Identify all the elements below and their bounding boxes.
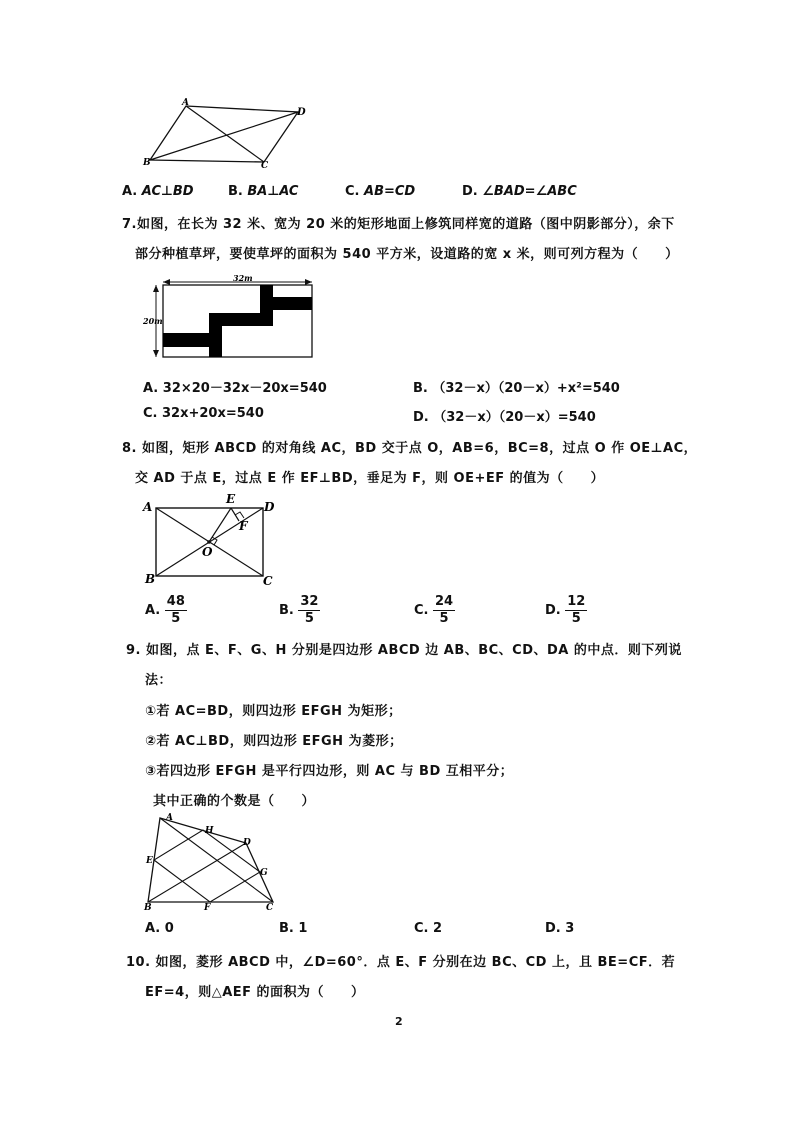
q9-label-h: H xyxy=(205,826,214,836)
q9-label-e: E xyxy=(146,856,153,866)
q8-label-a: A xyxy=(143,500,153,514)
q8-label-f: F xyxy=(239,519,248,533)
q8-label-c: C xyxy=(263,574,273,588)
q8-option-c: C. $\frac{24}{5}$ xyxy=(414,594,454,626)
q9-label-c: C xyxy=(266,903,274,912)
q8-label-o: O xyxy=(202,545,213,559)
q8-label-e: E xyxy=(226,492,236,506)
q6-option-c: C. AB=CD xyxy=(345,184,416,199)
q7-dim-height: 20m xyxy=(143,316,163,326)
q7-road-figure xyxy=(140,272,320,364)
page-number: 2 xyxy=(395,1015,403,1028)
q9-label-f: F xyxy=(204,903,211,912)
q9-statement-3: ③若四边形 EFGH 是平行四边形，则 AC 与 BD 互相平分； xyxy=(145,764,514,779)
q6-parallelogram-figure xyxy=(140,95,315,170)
q8-option-a: A. $\frac{48}{5}$ xyxy=(145,594,185,626)
q6-label-b: B xyxy=(143,158,151,168)
q10-stem-line1: 10. 如图，菱形 ABCD 中，∠D=60°．点 E、F 分别在边 BC、CD 上，且 BE=CF．若 xyxy=(126,955,676,970)
q7-dim-width: 32m xyxy=(233,273,253,283)
q6-label-a: A xyxy=(182,98,189,108)
q7-option-c: C. 32x+20x=540 xyxy=(143,406,264,421)
q7-stem-line1: 7.如图，在长为 32 米、宽为 20 米的矩形地面上修筑同样宽的道路（图中阴影部分），余下 xyxy=(122,217,675,232)
q9-option-c: C. 2 xyxy=(414,921,443,936)
q8-rectangle-figure xyxy=(140,490,290,590)
q9-label-d: D xyxy=(243,838,251,848)
q9-option-a: A. 0 xyxy=(145,921,174,936)
q6-option-b: B. BA⊥AC xyxy=(228,184,299,199)
q8-stem-line2: 交 AD 于点 E，过点 E 作 EF⊥BD，垂足为 F，则 OE+EF 的值为（ ） xyxy=(135,471,605,486)
q10-stem-line2: EF=4，则△AEF 的面积为（ ） xyxy=(145,985,365,1000)
q7-stem-line2: 部分种植草坪，要使草坪的面积为 540 平方米，设道路的宽 x 米，则可列方程为（ ） xyxy=(135,247,679,262)
q9-statement-2: ②若 AC⊥BD，则四边形 EFGH 为菱形； xyxy=(145,734,403,749)
q9-question: 其中正确的个数是（ ） xyxy=(153,794,316,809)
q6-label-c: C xyxy=(261,161,269,170)
q9-option-d: D. 3 xyxy=(545,921,575,936)
q9-stem-line1: 9. 如图，点 E、F、G、H 分别是四边形 ABCD 边 AB、BC、CD、DA 的中点．则下列说 xyxy=(126,643,682,658)
q9-stem-line2: 法： xyxy=(145,673,173,688)
q9-label-g: G xyxy=(260,868,268,878)
q9-option-b: B. 1 xyxy=(279,921,308,936)
q8-option-b: B. $\frac{32}{5}$ xyxy=(279,594,319,626)
q9-label-a: A xyxy=(166,813,173,823)
q6-option-d: D. ∠BAD=∠ABC xyxy=(462,184,577,199)
q8-stem-line1: 8. 如图，矩形 ABCD 的对角线 AC，BD 交于点 O，AB=6，BC=8，过点 O 作 OE⊥AC， xyxy=(122,441,698,456)
q9-label-b: B xyxy=(144,903,152,912)
q6-label-d: D xyxy=(297,107,306,118)
q7-option-a: A. 32×20－32x－20x=540 xyxy=(143,381,327,396)
q9-quadrilateral-figure xyxy=(140,810,290,912)
q7-option-b: B. （32－x）（20－x）+x²=540 xyxy=(413,381,620,396)
q7-option-d: D. （32－x）（20－x）=540 xyxy=(413,410,596,425)
q8-label-d: D xyxy=(264,500,275,514)
q6-option-a: A. AC⊥BD xyxy=(122,184,194,199)
q8-label-b: B xyxy=(145,572,156,586)
q8-option-d: D. $\frac{12}{5}$ xyxy=(545,594,586,626)
q9-statement-1: ①若 AC=BD，则四边形 EFGH 为矩形； xyxy=(145,704,402,719)
